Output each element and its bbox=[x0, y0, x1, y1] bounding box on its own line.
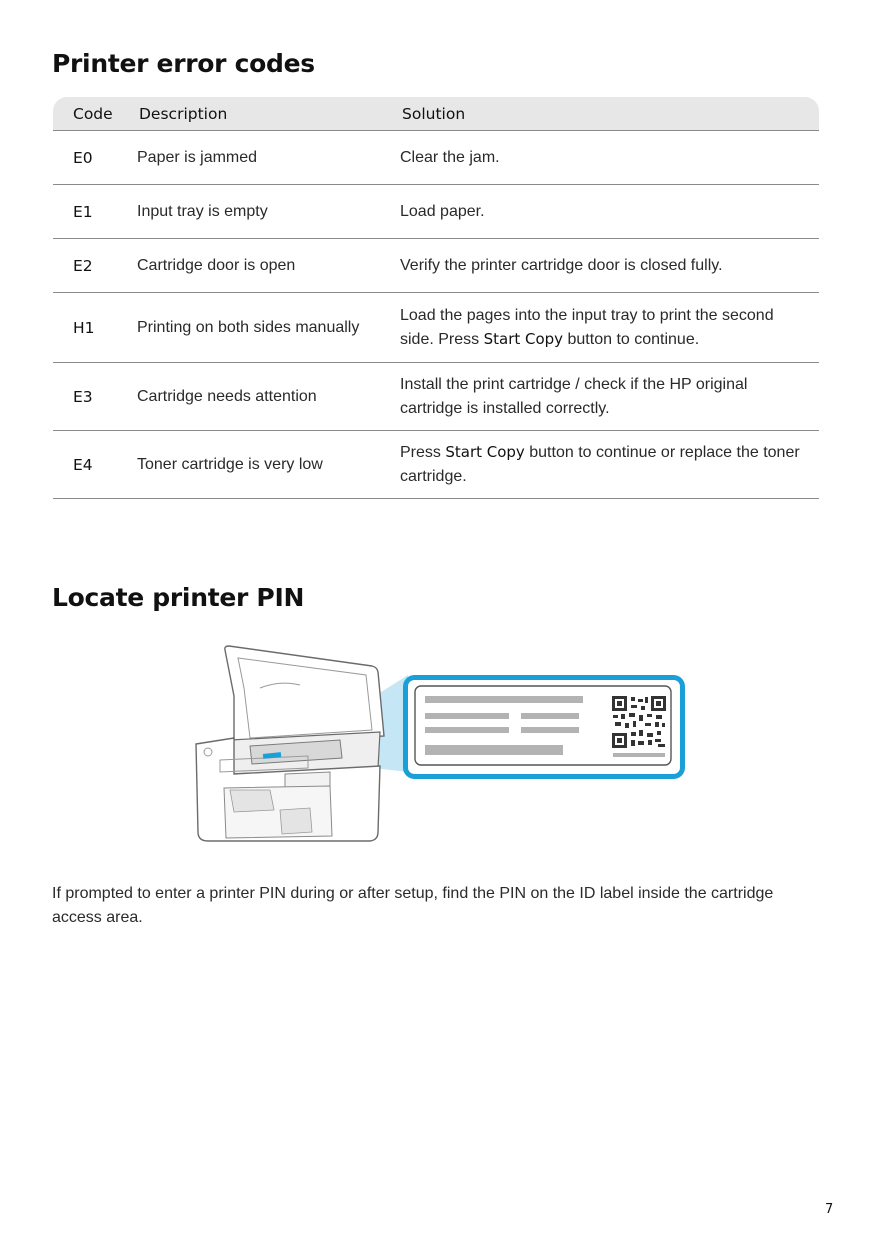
header-description: Description bbox=[139, 105, 228, 123]
error-solution: Load paper. bbox=[400, 202, 485, 220]
table-row bbox=[53, 431, 819, 499]
table-header bbox=[53, 97, 819, 131]
table-row bbox=[53, 293, 819, 363]
pin-location-illustration bbox=[190, 640, 690, 855]
error-description: Paper is jammed bbox=[137, 148, 258, 166]
error-code: E3 bbox=[73, 387, 93, 406]
error-solution: Load the pages into the input tray to print the second side. Press Start Copy button to continue. bbox=[400, 307, 774, 348]
error-solution: Verify the printer cartridge door is closed fully. bbox=[400, 256, 723, 274]
error-solution: Install the print cartridge / check if the HP original cartridge is installed correctly. bbox=[400, 376, 748, 417]
error-code: E4 bbox=[73, 455, 93, 474]
header-solution: Solution bbox=[402, 105, 466, 123]
page-number: 7 bbox=[825, 1202, 834, 1217]
id-label-icon bbox=[403, 675, 685, 779]
error-description: Printing on both sides manually bbox=[137, 318, 360, 336]
section-title-printer-pin: Locate printer PIN bbox=[52, 583, 305, 612]
error-code: H1 bbox=[73, 318, 95, 337]
error-description: Toner cartridge is very low bbox=[137, 455, 323, 473]
table-row bbox=[53, 363, 819, 431]
table-row bbox=[53, 185, 819, 239]
table-row bbox=[53, 239, 819, 293]
error-description: Cartridge door is open bbox=[137, 256, 296, 274]
error-solution: Press Start Copy button to continue or replace the toner cartridge. bbox=[400, 443, 800, 485]
error-description: Input tray is empty bbox=[137, 202, 268, 220]
error-codes-table bbox=[53, 97, 819, 499]
qr-code-icon bbox=[612, 696, 666, 748]
error-solution: Clear the jam. bbox=[400, 148, 500, 166]
header-code: Code bbox=[73, 105, 113, 123]
section-title-error-codes: Printer error codes bbox=[52, 49, 315, 78]
table-row bbox=[53, 131, 819, 185]
error-description: Cartridge needs attention bbox=[137, 387, 317, 405]
error-code: E2 bbox=[73, 256, 93, 275]
error-code: E0 bbox=[73, 148, 93, 167]
pin-instructions: If prompted to enter a printer PIN during or after setup, find the PIN on the ID label inside the cartridge access area. bbox=[52, 885, 774, 926]
error-code: E1 bbox=[73, 202, 93, 221]
